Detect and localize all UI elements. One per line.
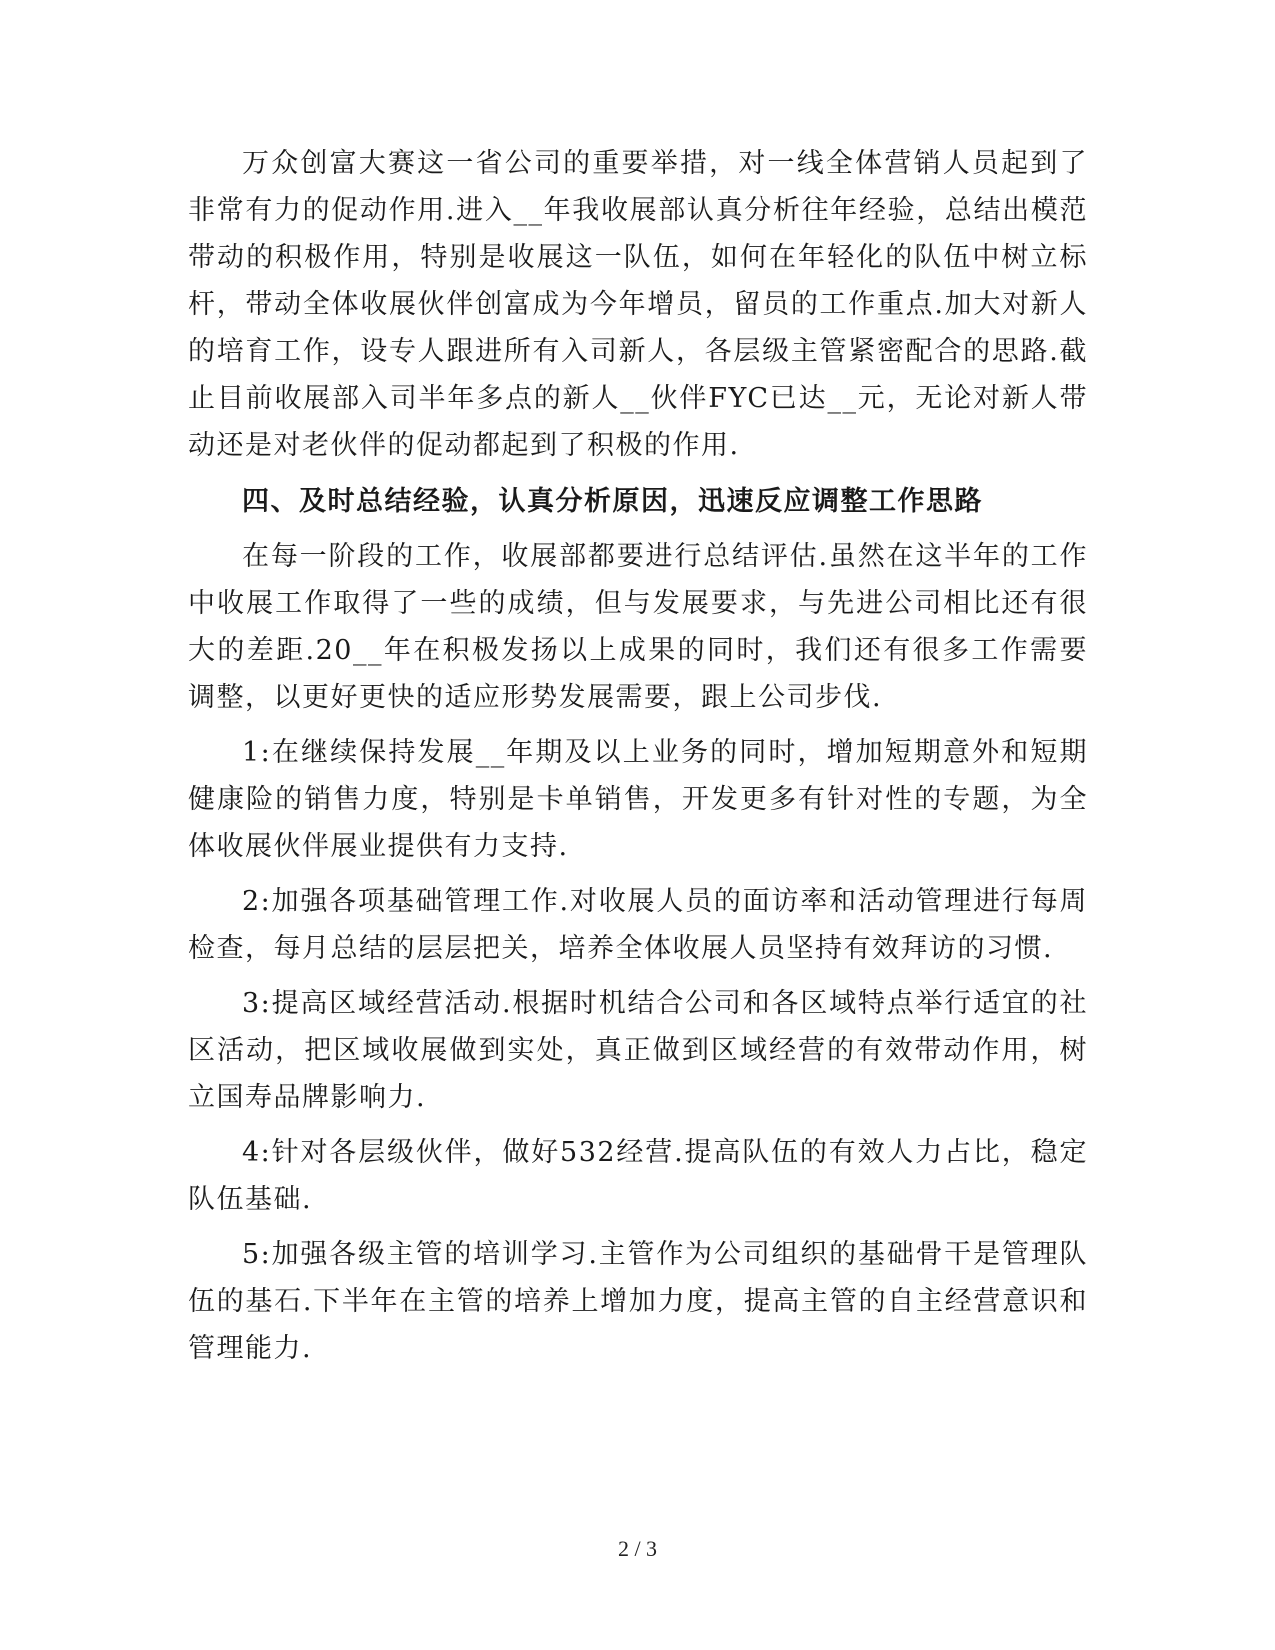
document-body [188,140,1088,1380]
section-heading: 四、及时总结经验，认真分析原因，迅速反应调整工作思路 [242,486,983,517]
list-item-4: 4:针对各层级伙伴，做好532经营.提高队伍的有效人力占比，稳定队伍基础. [188,1137,1088,1215]
section-intro-paragraph: 在每一阶段的工作，收展部都要进行总结评估.虽然在这半年的工作中收展工作取得了一些的成绩，但与发展要求，与先进公司相比还有很大的差距.20__年在积极发扬以上成果的同时，我们还有很多工作需要调整，以更好更快的适应形势发展需要，跟上公司步伐. [188,541,1088,713]
page-number: 2 / 3 [617,1536,658,1561]
list-item-5: 5:加强各级主管的培训学习.主管作为公司组织的基础骨干是管理队伍的基石.下半年在主管的培养上增加力度，提高主管的自主经营意识和管理能力. [188,1239,1088,1364]
body-paragraph: 万众创富大赛这一省公司的重要举措，对一线全体营销人员起到了非常有力的促动作用.进入__年我收展部认真分析往年经验，总结出模范带动的积极作用，特别是收展这一队伍，如何在年轻化的队伍中树立标杆，带动全体收展伙伴创富成为今年增员，留员的工作重点.加大对新人的培育工作，设专人跟进所有入司新人，各层级主管紧密配合的思路.截止目前收展部入司半年多点的新人__伙伴FYC已达__元，无论对新人带动还是对老伙伴的促动都起到了积极的作用. [188,148,1088,461]
list-item-2: 2:加强各项基础管理工作.对收展人员的面访率和活动管理进行每周检查，每月总结的层层把关，培养全体收展人员坚持有效拜访的习惯. [188,886,1088,964]
list-item-3: 3:提高区域经营活动.根据时机结合公司和各区域特点举行适宜的社区活动，把区域收展做到实处，真正做到区域经营的有效带动作用，树立国寿品牌影响力. [188,988,1088,1113]
list-item-1: 1:在继续保持发展__年期及以上业务的同时，增加短期意外和短期健康险的销售力度，特别是卡单销售，开发更多有针对性的专题，为全体收展伙伴展业提供有力支持. [188,737,1088,862]
